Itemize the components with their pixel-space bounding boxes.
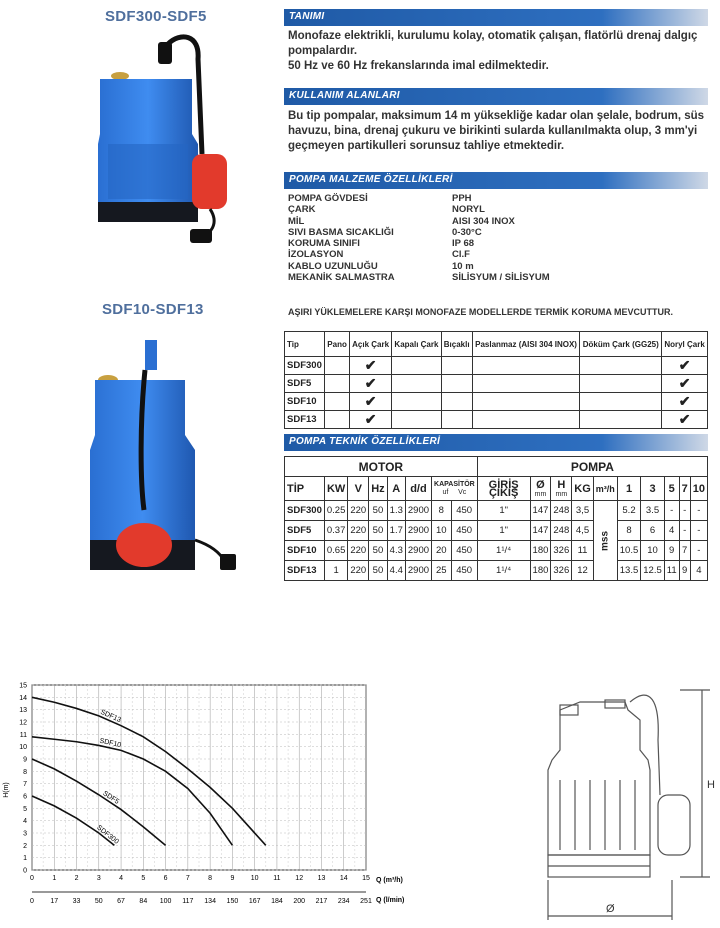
y-tick-label: 10: [19, 744, 27, 752]
x2-tick-label: 217: [315, 898, 328, 905]
table-row: SDF13 1 220 50 4.4 2900 25 450 1¹/⁴ 180 326 12 13.5 12.5 11 9 4: [285, 561, 708, 581]
x-tick-label: 4: [119, 875, 124, 882]
table-row: SDF13 ✔ ✔: [285, 411, 708, 429]
kullanim-text: Bu tip pompalar, maksimum 14 m yüksekliğe kadar olan şelale, bodrum, süs havuzu, bina, drenaj çukuru ve birikinti sularda kullanılmakta olup, 3 mm'yi geçmeyen partikulleri sorunsuz tahliye etmektedir.: [288, 110, 705, 152]
x2-tick-label: 251: [360, 898, 372, 905]
x-tick-label: 9: [230, 875, 235, 882]
series-label: SDF10: [98, 737, 122, 750]
x-tick-label: 0: [30, 875, 34, 882]
section-header-malzeme: POMPA MALZEME ÖZELLİKLERİ: [284, 172, 708, 189]
options-table: Tip Pano Açık Çark Kapalı Çark Bıçaklı Paslanmaz (AISI 304 INOX) Döküm Çark (GG25) Noryl Çark SDF300 ✔ ✔ SDF5 ✔ ✔ SDF10 ✔ ✔ SDF13 ✔ ✔: [284, 331, 708, 429]
x-tick-label: 14: [339, 875, 348, 882]
y-tick-label: 13: [19, 707, 27, 715]
x2-tick-label: 50: [94, 898, 103, 905]
section-header-tanimi: TANIMI: [284, 9, 708, 26]
y-tick-label: 15: [19, 682, 27, 690]
x2-tick-label: 150: [226, 898, 239, 905]
table-row: SDF300 ✔ ✔: [285, 357, 708, 375]
x2-tick-label: 200: [293, 898, 306, 905]
series-label: SDF5: [101, 790, 121, 806]
x-tick-label: 11: [273, 875, 281, 882]
x-tick-label: 1: [52, 875, 57, 882]
diameter-dimension-label: Ø: [606, 903, 615, 915]
thermal-protection-note: AŞIRI YÜKLEMELERE KARŞI MONOFAZE MODELLERDE TERMİK KORUMA MEVCUTTUR.: [288, 307, 674, 317]
table-row: SDF10 ✔ ✔: [285, 393, 708, 411]
x2-tick-label: 33: [72, 898, 81, 905]
y-tick-label: 3: [23, 830, 27, 838]
x2-axis-label: Q (l/min): [376, 897, 405, 904]
table-row: SDF10 0.65 220 50 4.3 2900 20 450 1¹/⁴ 180 326 11 10.5 10 9 7 -: [285, 541, 708, 561]
x-tick-label: 3: [96, 875, 101, 882]
y-tick-label: 0: [23, 867, 27, 875]
section-header-teknik: POMPA TEKNİK ÖZELLİKLERİ: [284, 434, 708, 451]
x2-tick-label: 84: [139, 898, 148, 905]
height-dimension-label: H: [707, 779, 715, 791]
x-tick-label: 15: [362, 875, 370, 882]
performance-chart: [0, 670, 420, 920]
y-tick-label: 9: [23, 756, 27, 764]
y-tick-label: 2: [23, 842, 27, 850]
model-title-bottom: SDF10-SDF13: [102, 301, 204, 318]
x2-tick-label: 134: [204, 898, 216, 905]
x-tick-label: 7: [185, 875, 190, 882]
x-tick-label: 5: [141, 875, 146, 882]
y-tick-label: 1: [23, 855, 27, 863]
x-tick-label: 8: [208, 875, 213, 882]
x-tick-label: 13: [317, 875, 326, 882]
x-axis-label: Q (m³/h): [376, 877, 403, 884]
table-row: SDF5 ✔ ✔: [285, 375, 708, 393]
dimension-drawing: [520, 680, 720, 925]
x2-tick-label: 117: [182, 898, 194, 905]
x2-tick-label: 67: [117, 898, 125, 905]
y-tick-label: 12: [19, 719, 27, 727]
series-label: SDF13: [99, 708, 122, 725]
x-tick-label: 6: [163, 875, 168, 882]
technical-table: MOTOR POMPA TİP KW V Hz A d/d KAPASİTÖR uf Vc GİRİŞ ÇIKIŞ Ø mm H mm KG m³/h 1 3 5 7 10 SDF300 0.25 220 50 1.3 2900 8 450 1" 147 248 3,5 mss 5.2 3.5 - - - SDF5 0.37 220 50 1.7 2900 10 450 1" 147 248 4,5 8 6 4 - - SDF10 0.65 220 50 4.3 2900 20 450 1¹/⁴ 180 326 11 10.5 10 9 7 - SDF13 1 220 50 4.4 2900 25 450 1¹/⁴ 180 326 12 13.5 12.5 11 9 4: [284, 456, 708, 581]
x-tick-label: 12: [295, 875, 304, 882]
x2-tick-label: 167: [248, 898, 261, 905]
x-tick-label: 2: [74, 875, 79, 882]
series-label: SDF300: [95, 824, 120, 846]
x2-tick-label: 100: [159, 898, 172, 905]
x-tick-label: 10: [250, 875, 259, 882]
y-axis-label: H(m): [3, 782, 10, 798]
material-spec-table: POMPA GÖVDESİ PPH ÇARK NORYL MİL AISI 304 INOX SIVI BASMA SICAKLIĞI 0-30°C KORUMA SINIFI IP 68 İZOLASYON Cl.F KABLO UZUNLUĞU 10 m MEKANİK SALMASTRA SİLİSYUM / SİLİSYUM: [288, 193, 550, 284]
x2-tick-label: 234: [337, 898, 350, 905]
table-row: SDF5 0.37 220 50 1.7 2900 10 450 1" 147 248 4,5 8 6 4 - -: [285, 521, 708, 541]
y-tick-label: 4: [23, 818, 27, 826]
x2-tick-label: 184: [271, 898, 283, 905]
y-tick-label: 8: [23, 768, 27, 776]
x2-tick-label: 0: [30, 898, 34, 905]
tanimi-text: Monofaze elektrikli, kurulumu kolay, otomatik çalışan, flatörlü drenaj dalgıç pompalardır. 50 Hz ve 60 Hz frekanslarında imal edilmektedir.: [288, 30, 698, 72]
table-row: SDF300 0.25 220 50 1.3 2900 8 450 1" 147 248 3,5 mss 5.2 3.5 - - -: [285, 501, 708, 521]
pump-image-sdf300: [80, 34, 250, 249]
model-title-top: SDF300-SDF5: [105, 8, 207, 25]
section-header-kullanim: KULLANIM ALANLARI: [284, 88, 708, 105]
y-tick-label: 5: [23, 805, 27, 813]
y-tick-label: 11: [19, 731, 27, 739]
x2-tick-label: 17: [50, 898, 59, 905]
y-tick-label: 14: [19, 694, 27, 702]
y-tick-label: 6: [23, 793, 27, 801]
y-tick-label: 7: [23, 781, 27, 789]
pump-image-sdf10: [80, 340, 250, 580]
